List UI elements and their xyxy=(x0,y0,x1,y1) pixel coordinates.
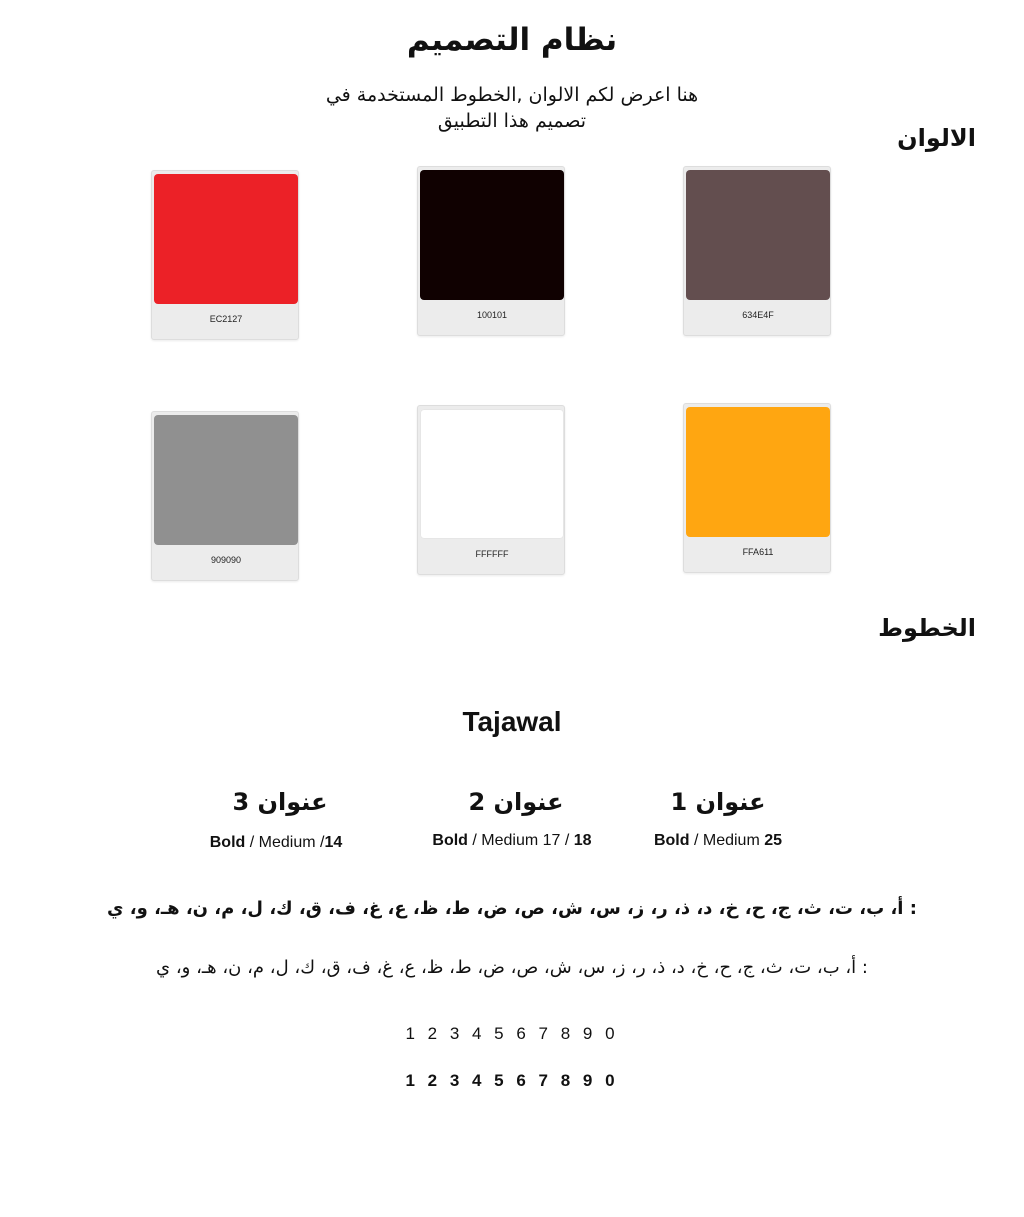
colors-heading: الالوان xyxy=(897,124,976,152)
color-swatch-white xyxy=(417,405,565,575)
heading-3-weights xyxy=(156,834,396,852)
weight-medium-label: Medium xyxy=(702,832,760,849)
size-value-bold: 14 xyxy=(324,834,343,851)
subtitle-line-2: تصميم هذا التطبيق xyxy=(437,110,587,132)
color-swatch-fill xyxy=(420,409,564,539)
color-swatch-orange xyxy=(683,403,831,573)
size-values: / xyxy=(315,834,325,851)
color-code: FFA611 xyxy=(742,547,774,557)
heading-3-sample: عنوان 3 xyxy=(232,788,328,816)
color-swatch-red xyxy=(151,170,299,340)
font-family-name: Tajawal xyxy=(462,706,562,737)
color-swatch-fill xyxy=(686,170,830,300)
size-value-bold: 25 xyxy=(764,832,783,849)
weight-bold-label: Bold xyxy=(432,832,468,849)
weight-separator: / xyxy=(467,832,482,849)
weight-separator: / xyxy=(245,834,259,851)
digits-bold-sample: 1 2 3 4 5 6 7 8 9 0 xyxy=(405,1071,619,1090)
weight-bold-label: Bold xyxy=(653,832,690,849)
color-swatch-black xyxy=(417,166,565,336)
heading-1-weights xyxy=(598,832,838,850)
fonts-heading: الخطوط xyxy=(878,614,976,642)
page-title: نظام التصميم xyxy=(406,22,618,58)
weight-medium-label: Medium xyxy=(481,832,539,849)
heading-1-sample: عنوان 1 xyxy=(670,788,766,816)
color-code: FFFFFF xyxy=(475,549,509,559)
color-code: EC2127 xyxy=(209,314,243,324)
color-code: 100101 xyxy=(476,310,508,320)
alphabet-bold-sample: : أ، ب، ت، ث، ج، ح، خ، د، ذ، ر، ز، س، ش، ص، ض، ط، ظ، ع، غ، ف، ق، ك، ل، م، ن، هـ، و، ي xyxy=(107,898,917,919)
color-swatch-brown xyxy=(683,166,831,336)
weight-bold-label: Bold xyxy=(209,834,246,851)
color-swatch-fill xyxy=(154,174,298,304)
color-code: 909090 xyxy=(210,555,242,565)
color-swatch-gray xyxy=(151,411,299,581)
color-swatch-fill xyxy=(420,170,564,300)
weight-separator: / xyxy=(689,832,703,849)
digits-regular-sample: 1 2 3 4 5 6 7 8 9 0 xyxy=(405,1024,619,1043)
color-swatch-fill xyxy=(686,407,830,537)
heading-2-sample: عنوان 2 xyxy=(468,788,564,816)
weight-medium-label: Medium xyxy=(258,834,316,851)
page-subtitle xyxy=(262,82,762,134)
alphabet-regular-sample: : أ، ب، ت، ث، ج، ح، خ، د، ذ، ر، ز، س، ش، ص، ض، ط، ظ، ع، غ، ف، ق، ك، ل، م، ن، هـ، و، ي xyxy=(156,957,868,978)
subtitle-line-1: هنا اعرض لكم الالوان ,الخطوط المستخدمة في xyxy=(325,84,699,106)
size-values: 17 / xyxy=(538,832,574,849)
heading-2-weights xyxy=(392,832,632,850)
color-code: 634E4F xyxy=(742,310,774,320)
color-swatch-fill xyxy=(154,415,298,545)
size-value-bold: 18 xyxy=(573,832,592,849)
